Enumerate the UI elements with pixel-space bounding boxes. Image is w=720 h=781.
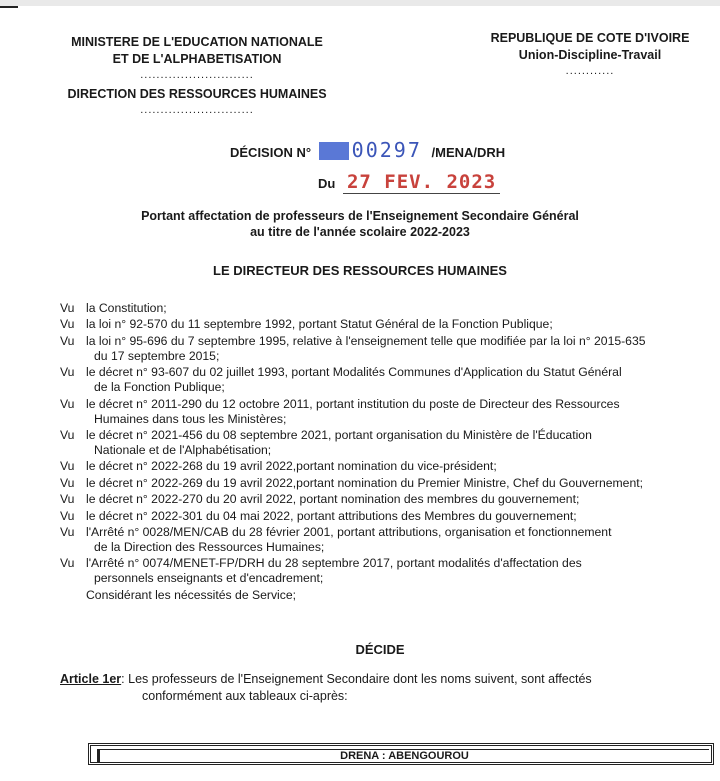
vu-line-1: la loi n° 92-570 du 11 septembre 1992, portant Statut Général de la Fonction Publique; <box>86 317 553 332</box>
vu-line-2: Humaines dans tous les Ministères; <box>94 411 287 426</box>
direction-dots: ............................ <box>140 104 254 116</box>
decision-subject <box>140 208 580 240</box>
vu-label: Vu <box>60 365 75 380</box>
vu-item <box>60 525 720 555</box>
vu-label: Vu <box>60 333 75 348</box>
vu-item <box>60 301 720 316</box>
vu-label: Vu <box>60 427 75 442</box>
vu-label: Vu <box>60 459 75 474</box>
decide-heading: DÉCIDE <box>355 642 405 657</box>
vu-line-1: l'Arrêté n° 0028/MEN/CAB du 28 février 2001, portant attributions, organisation et fonctionnement <box>86 524 612 539</box>
decision-number: 00297 <box>351 138 422 162</box>
date-prefix: Du <box>318 176 336 191</box>
vu-text <box>86 317 720 332</box>
drena-table-header <box>88 743 714 765</box>
drena-header-inner <box>97 749 709 763</box>
article-label: Article 1er <box>60 672 122 686</box>
ministry-line-2: ET DE L'ALPHABETISATION <box>112 52 282 66</box>
ministry-line-1: MINISTERE DE L'EDUCATION NATIONALE <box>71 35 323 49</box>
vu-text <box>86 459 720 474</box>
ministry-dots: ............................ <box>140 69 254 81</box>
subject-line-2: au titre de l'année scolaire 2022-2023 <box>250 225 470 239</box>
vu-item <box>60 428 720 458</box>
vu-label: Vu <box>60 556 75 571</box>
vu-text <box>86 492 720 507</box>
national-motto: Union-Discipline-Travail <box>518 48 662 62</box>
vu-label: Vu <box>60 492 75 507</box>
vu-line-1: le décret n° 93-607 du 02 juillet 1993, portant Modalités Communes d'Application du Statut Général <box>86 365 622 380</box>
ministry-header <box>52 34 342 117</box>
vu-item <box>60 492 720 507</box>
vu-line-2: de la Fonction Publique; <box>94 380 225 395</box>
country-name: REPUBLIQUE DE COTE D'IVOIRE <box>490 31 690 45</box>
vu-text <box>86 301 720 316</box>
vu-label: Vu <box>60 301 75 315</box>
vu-item <box>60 509 720 524</box>
vu-text <box>86 365 720 395</box>
vu-line-1: la Constitution; <box>86 301 167 315</box>
decision-suffix: /MENA/DRH <box>431 145 506 160</box>
considering-line: Considérant les nécessités de Service; <box>86 587 297 602</box>
vu-item <box>60 476 720 491</box>
vu-item <box>60 459 720 474</box>
vu-text <box>86 525 720 555</box>
vu-text <box>86 556 720 586</box>
vu-item <box>60 556 720 586</box>
decision-date-stamp: 27 FEV. 2023 <box>343 171 500 194</box>
vu-line-1: le décret n° 2011-290 du 12 octobre 2011, portant institution du poste de Directeur des Ressources <box>86 396 620 411</box>
vu-line-2: personnels enseignants et d'encadrement; <box>94 571 324 586</box>
vu-line-1: l'Arrêté n° 0074/MENET-FP/DRH du 28 septembre 2017, portant modalités d'affectation des <box>86 556 582 571</box>
article-colon: : <box>121 672 125 686</box>
vu-item <box>60 317 720 332</box>
vu-line-1: le décret n° 2022-268 du 19 avril 2022,portant nomination du vice-président; <box>86 459 497 474</box>
republic-dots: ............ <box>565 65 615 77</box>
vu-label: Vu <box>60 508 75 523</box>
decision-prefix: DÉCISION N° <box>230 145 312 160</box>
republic-header <box>470 30 710 78</box>
article-1 <box>60 671 680 705</box>
article-line-1: Les professeurs de l'Enseignement Secondaire dont les noms suivent, sont affectés <box>128 672 592 686</box>
vu-line-1: le décret n° 2022-269 du 19 avril 2022,portant nomination du Premier Ministre, Chef du Gouvernement; <box>86 475 644 490</box>
vu-text <box>86 509 720 524</box>
drena-label: DRENA : ABENGOUROU <box>340 750 469 762</box>
decision-number-line <box>230 138 505 162</box>
vu-text <box>86 428 720 458</box>
vu-text <box>86 334 720 364</box>
vu-line-2: de la Direction des Ressources Humaines; <box>94 539 325 554</box>
vu-label: Vu <box>60 396 75 411</box>
vu-item <box>60 397 720 427</box>
vu-line-1: la loi n° 95-696 du 7 septembre 1995, relative à l'enseignement telle que modifiée par la loi n° 2015-635 <box>86 333 646 348</box>
decision-number-stamp <box>319 138 422 162</box>
decision-date-line <box>318 171 500 193</box>
vu-label: Vu <box>60 524 75 539</box>
vu-line-1: le décret n° 2022-270 du 20 avril 2022, portant nomination des membres du gouvernement; <box>86 492 580 507</box>
legal-basis-list <box>60 301 720 603</box>
vu-item <box>60 334 720 364</box>
vu-label: Vu <box>60 317 75 332</box>
scan-edge <box>0 0 720 6</box>
vu-line-1: le décret n° 2022-301 du 04 mai 2022, portant attributions des Membres du gouvernement; <box>86 508 577 523</box>
vu-text <box>86 397 720 427</box>
stamp-ink-blot <box>319 142 349 160</box>
direction-name: DIRECTION DES RESSOURCES HUMAINES <box>67 87 327 101</box>
vu-line-2: Nationale et de l'Alphabétisation; <box>94 442 272 457</box>
vu-text <box>86 476 720 491</box>
director-title: LE DIRECTEUR DES RESSOURCES HUMAINES <box>213 263 507 278</box>
scan-mark <box>0 6 18 8</box>
vu-line-2: du 17 septembre 2015; <box>94 348 220 363</box>
article-line-2: conformément aux tableaux ci-après: <box>142 689 348 703</box>
subject-line-1: Portant affectation de professeurs de l'Enseignement Secondaire Général <box>141 209 579 223</box>
vu-label: Vu <box>60 475 75 490</box>
vu-item <box>60 365 720 395</box>
vu-line-1: le décret n° 2021-456 du 08 septembre 2021, portant organisation du Ministère de l'Éducation <box>86 427 592 442</box>
